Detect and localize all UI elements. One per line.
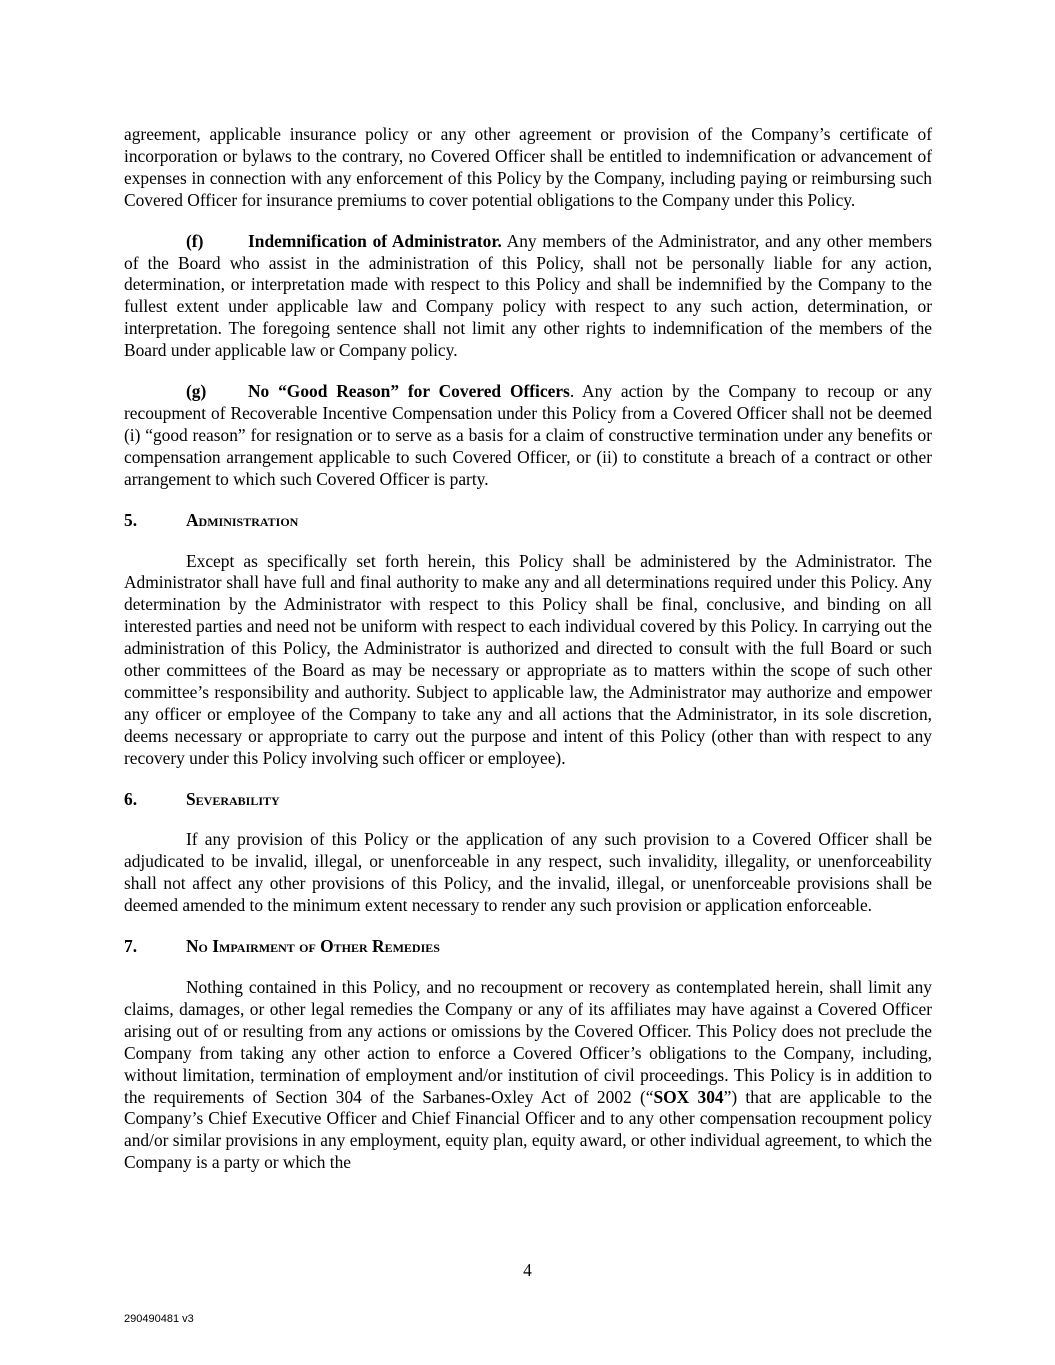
document-id: 290490481 v3 [124,1313,194,1325]
section-f-paragraph [124,231,932,362]
section-5-heading [124,510,932,532]
section-5-number: 5. [124,509,138,530]
continuation-paragraph: agreement, applicable insurance policy or any other agreement or provision of the Company’s certificate of incorporation or bylaws to the contrary, no Covered Officer shall be entitled to indemnification or advancement of expenses in connection with any enforcement of this Policy by the Company, including paying or reimbursing such Covered Officer for insurance premiums to cover potential obligations to the Company under this Policy. [124,124,932,210]
section-7-heading [124,936,932,958]
section-g-text: . Any action by the Company to recoup or any recoupment of Recoverable Incentive Compensation under this Policy from a Covered Officer shall not be deemed (i) “good reason” for resignation or to serve as a basis for a claim of constructive termination under any benefits or compensation arrangement applicable to such Covered Officer, or (ii) to constitute a breach of a contract or other arrangement to which such Covered Officer is party. [124,381,932,489]
section-f-text: Any members of the Administrator, and any other members of the Board who assist in the administration of this Policy, shall not be personally liable for any action, determination, or interpretation made with respect to this Policy and shall be indemnified by the Company to the fullest extent under applicable law and Company policy with respect to any such action, determination, or interpretation. The foregoing sentence shall not limit any other rights to indemnification of the members of the Board under applicable law or Company policy. [124,230,932,361]
document-body [124,124,932,1174]
section-6-title: Severability [186,788,280,809]
section-6-number: 6. [124,788,138,809]
sox-304-defined-term: SOX 304 [653,1086,724,1107]
section-7-number: 7. [124,936,138,957]
section-5-title: Administration [186,509,299,530]
section-f-title: Indemnification of Administrator. [248,230,502,251]
page-number: 4 [523,1260,532,1280]
section-g-title: No “Good Reason” for Covered Officers [248,381,570,402]
section-f-label: (f) [186,230,204,251]
section-7-paragraph [124,977,932,1174]
section-6-paragraph: If any provision of this Policy or the application of any such provision to a Covered Officer shall be adjudicated to be invalid, illegal, or unenforceable in any respect, such invalidity, illegality, or unenforceability shall not affect any other provisions of this Policy, and the invalid, illegal, or unenforceable provisions shall be deemed amended to the minimum extent necessary to render any such provision or application enforceable. [124,829,932,916]
section-7-text-before: Nothing contained in this Policy, and no recoupment or recovery as contemplated herein, shall limit any claims, damages, or other legal remedies the Company or any of its affiliates may have against a Covered Officer arising out of or resulting from any actions or omissions by the Covered Officer. This Policy does not preclude the Company from taking any other action to enforce a Covered Officer’s obligations to the Company, including, without limitation, termination of employment and/or institution of civil proceedings. This Policy is in addition to the requirements of Section 304 of the Sarbanes-Oxley Act of 2002 (“ [124,977,932,1107]
section-g-label: (g) [186,381,207,402]
section-7-title: No Impairment of Other Remedies [186,936,440,957]
section-7-text-after: ”) that are applicable to the Company’s Chief Executive Officer and Chief Financial Officer and to any other compensation recoupment policy and/or similar provisions in any employment, equity plan, equity award, or other individual agreement, to which the Company is a party or which the [124,1086,932,1173]
section-6-heading [124,789,932,811]
section-5-paragraph: Except as specifically set forth herein, this Policy shall be administered by the Administrator. The Administrator shall have full and final authority to make any and all determinations required under this Policy. Any determination by the Administrator with respect to this Policy shall be final, conclusive, and binding on all interested parties and need not be uniform with respect to each individual covered by this Policy. In carrying out the administration of this Policy, the Administrator is authorized and directed to consult with the full Board or such other committees of the Board as may be necessary or appropriate as to matters within the scope of such other committee’s responsibility and authority. Subject to applicable law, the Administrator may authorize and empower any officer or employee of the Company to take any and all actions that the Administrator, in its sole discretion, deems necessary or appropriate to carry out the purpose and intent of this Policy (other than with respect to any recovery under this Policy involving such officer or employee). [124,550,932,768]
section-g-paragraph [124,381,932,491]
